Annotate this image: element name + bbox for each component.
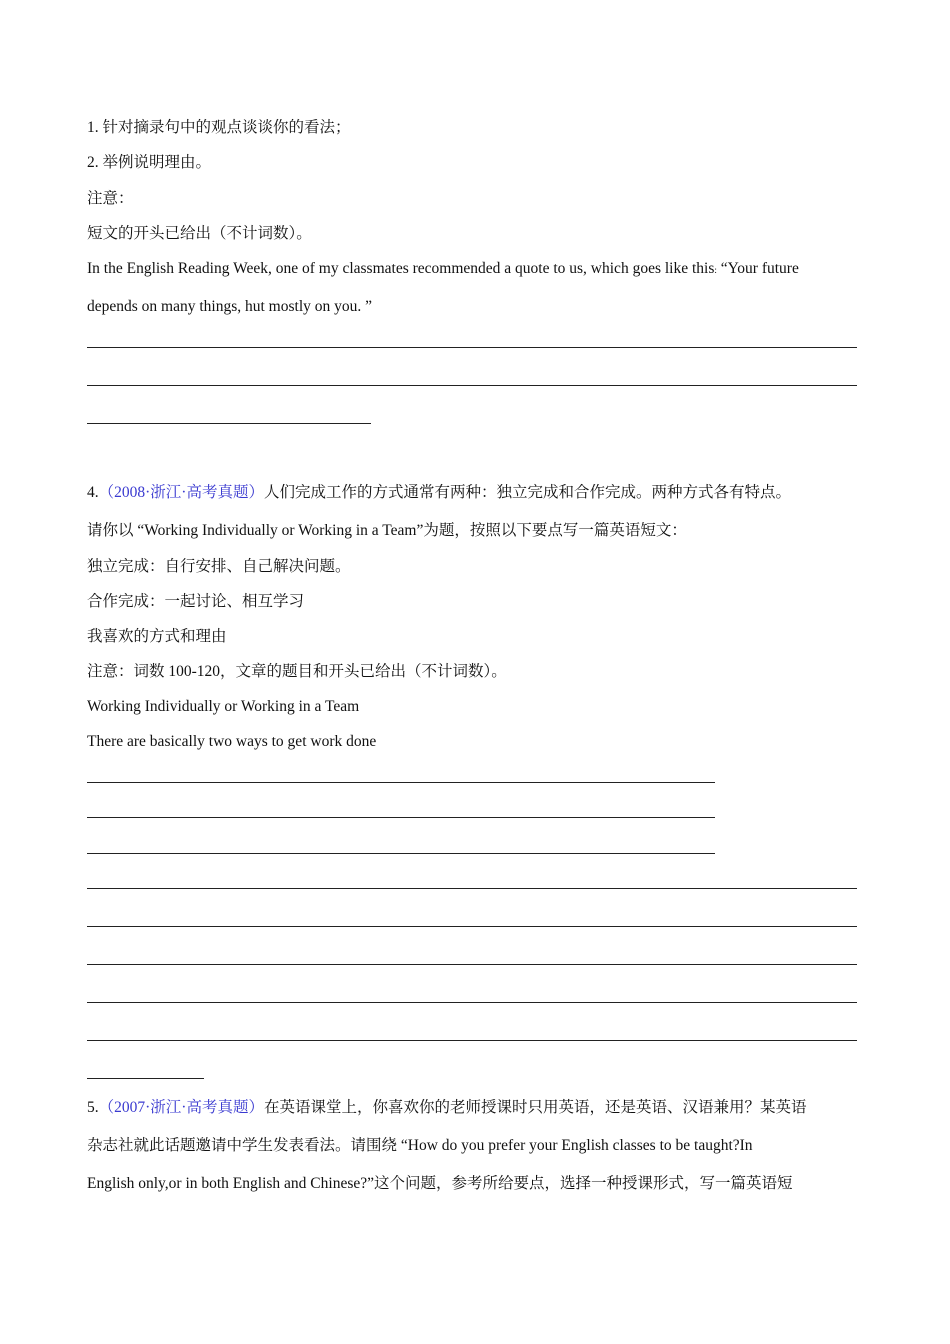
- point-3: 我喜欢的方式和理由: [87, 628, 227, 645]
- answer-line[interactable]: [87, 1078, 204, 1079]
- answer-line[interactable]: [87, 817, 715, 818]
- question-text-line-3: English only,or in both English and Chinese?”这个问题，参考所给要点，选择一种授课形式，写一篇英语短: [87, 1175, 793, 1192]
- word-count-note: 注意：词数 100-120，文章的题目和开头已给出（不计词数）。: [87, 663, 507, 680]
- question-intro: 人们完成工作的方式通常有两种：独立完成和合作完成。两种方式各有特点。: [263, 484, 791, 501]
- essay-opening: There are basically two ways to get work done: [87, 733, 377, 750]
- answer-line[interactable]: [87, 1002, 857, 1003]
- question-source-link[interactable]: （2007·浙江·高考真题）: [98, 1099, 264, 1116]
- question-number: 4.: [87, 484, 99, 501]
- answer-line[interactable]: [87, 926, 857, 927]
- requirement-1: 1. 针对摘录句中的观点谈谈你的看法；: [87, 119, 351, 136]
- opening-text-b: “Your future: [716, 260, 799, 277]
- opening-text-a: In the English Reading Week, one of my classmates recommended a quote to us, which goes like this: [87, 260, 715, 277]
- point-1: 独立完成：自行安排、自己解决问题。: [87, 558, 351, 575]
- answer-line[interactable]: [87, 964, 857, 965]
- question-prompt: 请你以 “Working Individually or Working in a Team”为题，按照以下要点写一篇英语短文：: [87, 522, 687, 539]
- note-label: 注意：: [87, 190, 134, 207]
- opening-separator: :: [714, 265, 717, 275]
- question-text-line-1: 在英语课堂上，你喜欢你的老师授课时只用英语，还是英语、汉语兼用？某英语: [263, 1099, 807, 1116]
- answer-line[interactable]: [87, 888, 857, 889]
- question-5-header: [87, 1098, 806, 1118]
- essay-opening-line-1: [87, 259, 799, 280]
- answer-line[interactable]: [87, 423, 371, 424]
- question-source-link[interactable]: （2008·浙江·高考真题）: [98, 484, 264, 501]
- note-text: 短文的开头已给出（不计词数）。: [87, 225, 312, 242]
- answer-line[interactable]: [87, 1040, 857, 1041]
- answer-line[interactable]: [87, 853, 715, 854]
- answer-line[interactable]: [87, 782, 715, 783]
- essay-opening-line-2: depends on many things, hut mostly on you. ”: [87, 298, 373, 315]
- question-text-line-2: 杂志社就此话题邀请中学生发表看法。请围绕 “How do you prefer your English classes to be taught?In: [87, 1137, 753, 1154]
- question-4-header: [87, 483, 791, 503]
- answer-line[interactable]: [87, 347, 857, 348]
- essay-title: Working Individually or Working in a Team: [87, 698, 360, 715]
- requirement-2: 2. 举例说明理由。: [87, 154, 212, 171]
- answer-line[interactable]: [87, 385, 857, 386]
- question-number: 5.: [87, 1099, 99, 1116]
- point-2: 合作完成：一起讨论、相互学习: [87, 593, 305, 610]
